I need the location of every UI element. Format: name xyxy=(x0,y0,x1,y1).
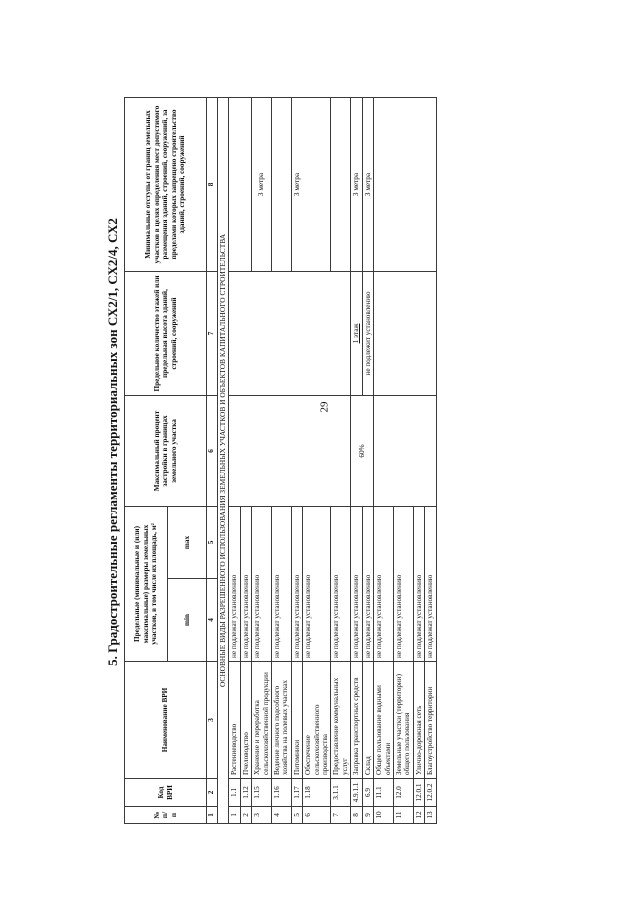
row-name: Хранение и переработка сельскохозяйственной продукции xyxy=(252,662,272,779)
row-sizes: не подлежат установлению xyxy=(229,506,240,661)
row-floors: 1 этаж xyxy=(351,271,362,395)
row-floors xyxy=(229,271,351,395)
row-sizes: не подлежат установлению xyxy=(425,506,436,661)
header-floors: Предельное количество этажей или предельная высота зданий, строений, сооружений xyxy=(125,271,207,395)
column-number: 3 xyxy=(207,662,218,779)
row-name: Питомники xyxy=(291,662,302,779)
row-setbacks xyxy=(272,97,292,271)
column-number: 5 xyxy=(207,506,218,578)
column-number: 4 xyxy=(207,579,218,662)
document-title: 5. Градостроительные регламенты территориальных зон СХ2/1, СХ2/4, СХ2 xyxy=(105,218,121,666)
row-number: 4 xyxy=(272,807,292,824)
header-max: max xyxy=(168,506,207,578)
row-setbacks: 3 метра xyxy=(351,97,362,271)
row-code: 1.12 xyxy=(240,779,251,807)
row-sizes: не подлежат установлению xyxy=(303,506,331,661)
header-min: min xyxy=(168,579,207,662)
row-sizes: не подлежат установлению xyxy=(331,506,351,661)
row-sizes: не подлежат установлению xyxy=(351,506,362,661)
row-name: Предоставление коммунальных услуг xyxy=(331,662,351,779)
row-setbacks xyxy=(229,97,252,271)
row-sizes: не подлежат установлению xyxy=(291,506,302,661)
row-code: 11.1 xyxy=(374,779,394,807)
section-row xyxy=(218,97,229,823)
row-number: 3 xyxy=(252,807,272,824)
row-number: 10 xyxy=(374,807,394,824)
row-code: 3.1.1 xyxy=(331,779,351,807)
page-number: 29 xyxy=(318,401,330,413)
row-floors xyxy=(374,271,436,395)
row-number: 13 xyxy=(425,807,436,824)
row-name: Благоустройство территории xyxy=(425,662,436,779)
row-code: 12.0.2 xyxy=(425,779,436,807)
row-name: Склад xyxy=(362,662,373,779)
row-sizes: не подлежат установлению xyxy=(393,506,413,661)
row-name: Обеспечение сельскохозяйственного производства xyxy=(303,662,331,779)
row-floors: не подлежит установлению xyxy=(362,271,373,395)
row-code: 1.1 xyxy=(229,779,240,807)
row-number: 9 xyxy=(362,807,373,824)
row-build-percent: 60% xyxy=(351,395,374,506)
row-sizes: не подлежат установлению xyxy=(413,506,424,661)
table-row xyxy=(229,97,240,823)
row-sizes: не подлежат установлению xyxy=(240,506,251,661)
row-sizes: не подлежат установлению xyxy=(362,506,373,661)
row-code: 1.18 xyxy=(303,779,331,807)
row-setbacks xyxy=(331,97,351,271)
row-number: 6 xyxy=(303,807,331,824)
row-sizes: не подлежат установлению xyxy=(272,506,292,661)
row-number: 5 xyxy=(291,807,302,824)
row-number: 1 xyxy=(229,807,240,824)
header-setbacks: Минимальные отступы от границ земельных участков в целях определения мест допустимого размещения зданий, строений, сооружений, за пределами которых запрещено строительство зданий, строений, сооружений xyxy=(125,97,207,271)
row-sizes: не подлежат установлению xyxy=(374,506,394,661)
row-code: 1.16 xyxy=(272,779,292,807)
row-setbacks: 3 метра xyxy=(291,97,331,271)
row-name: Заправка транспортных средств xyxy=(351,662,362,779)
row-build-percent xyxy=(374,395,436,506)
column-number: 7 xyxy=(207,271,218,395)
header-row xyxy=(125,97,168,823)
row-name: Растениеводство xyxy=(229,662,240,779)
row-number: 2 xyxy=(240,807,251,824)
row-number: 7 xyxy=(331,807,351,824)
row-name: Земельные участки (территории) общего пользования xyxy=(393,662,413,779)
column-numbers-row xyxy=(207,97,218,823)
header-code: Код ВРИ xyxy=(125,779,207,807)
row-code: 12.0.1 xyxy=(413,779,424,807)
column-number: 8 xyxy=(207,97,218,271)
row-name: Пчеловодство xyxy=(240,662,251,779)
row-name: Улично-дорожная сеть xyxy=(413,662,424,779)
regulations-table xyxy=(124,97,437,824)
section-title: ОСНОВНЫЕ ВИДЫ РАЗРЕШЕННОГО ИСПОЛЬЗОВАНИЯ ЗЕМЕЛЬНЫХ УЧАСТКОВ И ОБЪЕКТОВ КАПИТАЛЬНОГО СТРОИТЕЛЬСТВА xyxy=(218,97,229,823)
row-code: 12.0 xyxy=(393,779,413,807)
row-code: 6.9 xyxy=(362,779,373,807)
header-sizes: Предельные (минимальные и (или) максимальные) размеры земельных участков, в том числе их площадь, м² xyxy=(125,506,168,661)
row-code: 4.9.1.1 xyxy=(351,779,362,807)
header-build-percent: Максимальный процент застройки в границах земельного участка xyxy=(125,395,207,506)
row-number: 12 xyxy=(413,807,424,824)
row-setbacks xyxy=(374,97,436,271)
header-num: № п/п xyxy=(125,807,207,824)
table-row xyxy=(351,97,362,823)
row-code: 1.15 xyxy=(252,779,272,807)
table-row xyxy=(374,97,394,823)
row-setbacks: 3 метра xyxy=(362,97,373,271)
header-name: Наименование ВРИ xyxy=(125,662,207,779)
row-number: 11 xyxy=(393,807,413,824)
row-number: 8 xyxy=(351,807,362,824)
column-number: 2 xyxy=(207,779,218,807)
row-build-percent xyxy=(229,395,351,506)
row-name: Общее пользование водными объектами xyxy=(374,662,394,779)
regulations-table-container xyxy=(124,98,640,824)
row-code: 1.17 xyxy=(291,779,302,807)
column-number: 1 xyxy=(207,807,218,824)
row-setbacks: 3 метра xyxy=(252,97,272,271)
row-sizes: не подлежат установлению xyxy=(252,506,272,661)
row-name: Ведение личного подсобного хозяйства на полевых участках xyxy=(272,662,292,779)
column-number: 6 xyxy=(207,395,218,506)
